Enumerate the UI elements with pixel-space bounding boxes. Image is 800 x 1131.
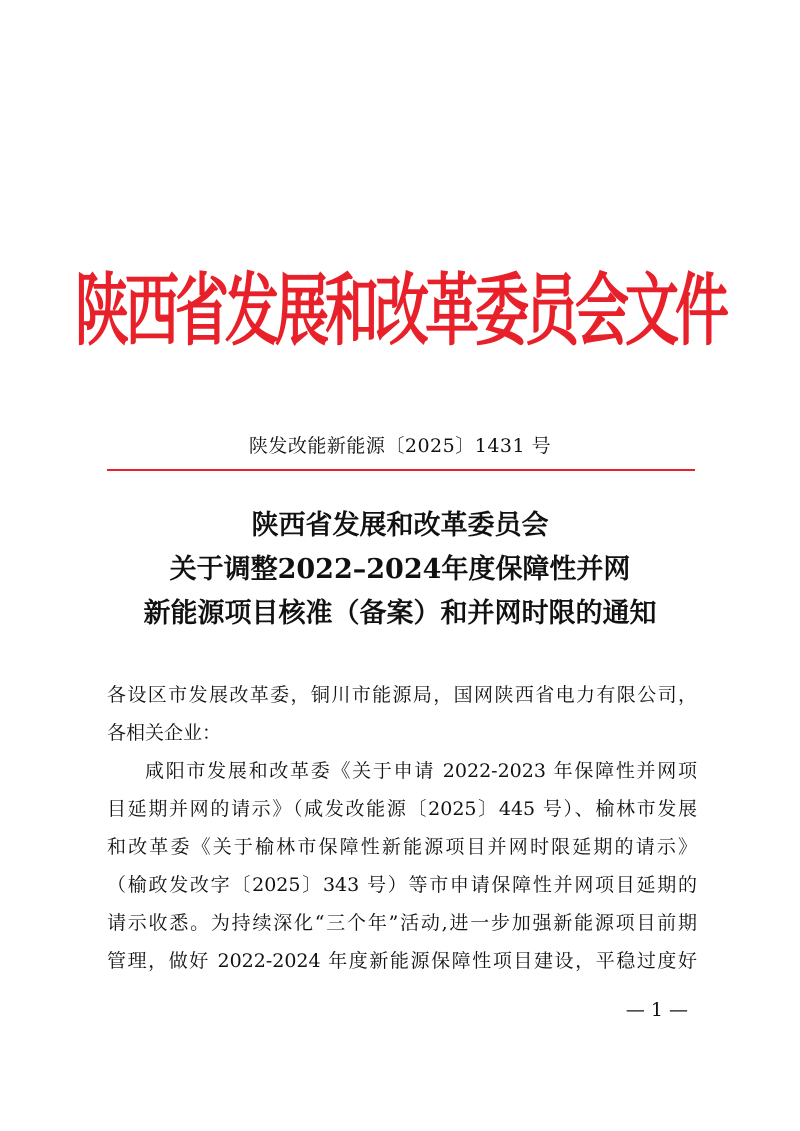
- notice-title-line-2: 关于调整2022–2024年度保障性并网: [169, 554, 631, 585]
- paragraph-line: 目延期并网的请示》（咸发改能源〔2025〕445 号）、榆林市发展: [107, 798, 697, 820]
- document-number: 陕发改能新能源〔2025〕1431 号: [248, 435, 552, 457]
- paragraph-line: 请示收悉。为持续深化“三个年”活动,进一步加强新能源项目前期: [107, 912, 697, 934]
- paragraph-line: 咸阳市发展和改革委《关于申请 2022-2023 年保障性并网项: [145, 760, 697, 782]
- red-divider-line: [107, 469, 695, 471]
- body-text: [107, 676, 697, 980]
- addressee-line-2: 各相关企业：: [107, 722, 222, 744]
- paragraph-line: 和改革委《关于榆林市保障性新能源项目并网时限延期的请示》: [107, 836, 697, 858]
- paragraph-line: 管理，做好 2022-2024 年度新能源保障性项目建设，平稳过度好: [107, 950, 697, 972]
- paragraph-line: （榆政发改字〔2025〕343 号）等市申请保障性并网项目延期的: [107, 874, 697, 896]
- notice-title-line-1: 陕西省发展和改革委员会: [251, 510, 549, 541]
- issuer-title: 陕西省发展和改革委员会文件: [75, 265, 725, 357]
- addressee-line-1: 各设区市发展改革委，铜川市能源局，国网陕西省电力有限公司，: [107, 684, 697, 706]
- notice-title: [0, 504, 800, 636]
- notice-title-line-3: 新能源项目核准（备案）和并网时限的通知: [143, 598, 657, 629]
- page-number: — 1 —: [625, 999, 688, 1021]
